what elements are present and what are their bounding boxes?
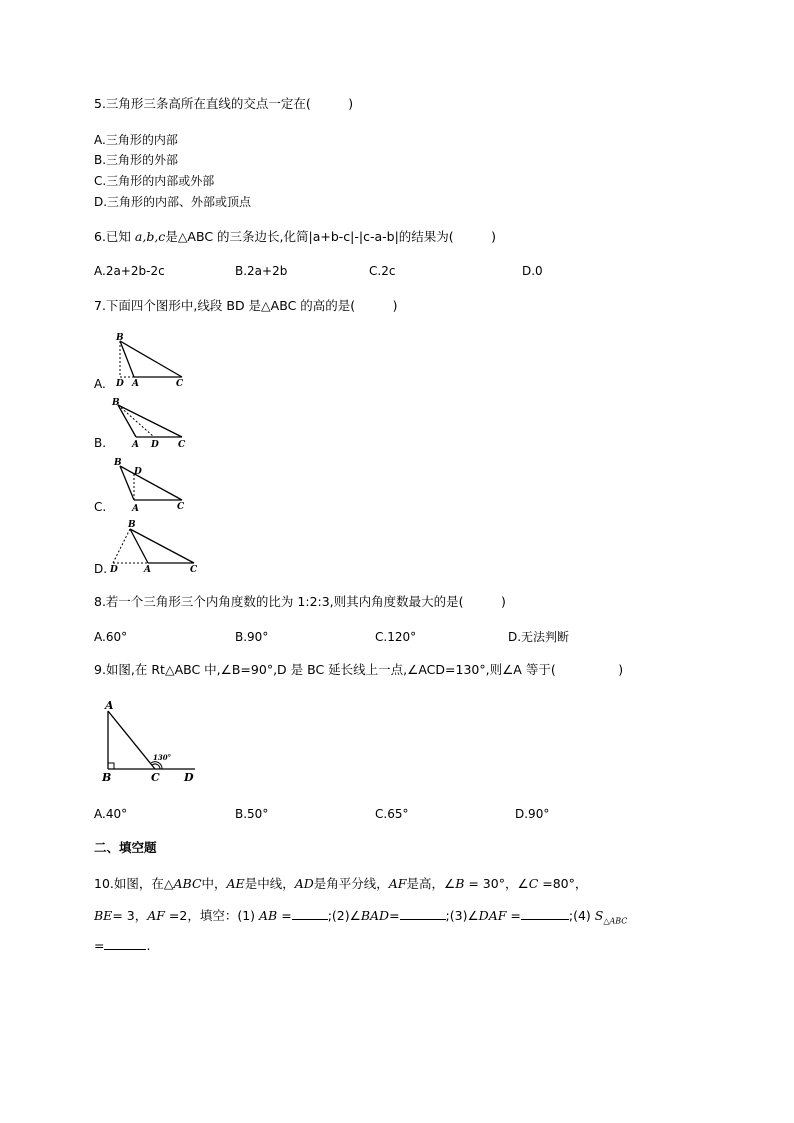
q6-option-a: A.2a+2b-2c <box>94 264 165 278</box>
q9-label-d: D <box>184 771 194 784</box>
q10-var-ae: AE <box>226 876 245 891</box>
q5-option-b: B.三角形的外部 <box>94 153 179 167</box>
q10-var-be: BE <box>94 908 113 923</box>
q10-line-3 <box>94 936 150 954</box>
q10-text-12: = <box>389 908 400 923</box>
q10-text-3: 是中线， <box>244 876 295 891</box>
q10-text-4: 是角平分线， <box>313 876 389 891</box>
q10-var-s: S <box>594 908 604 923</box>
q9-option-c: C.65° <box>375 807 409 821</box>
fig-a-label-a: A <box>132 379 139 389</box>
q5-option-d: D.三角形的内部、外部或顶点 <box>94 195 252 209</box>
q8-stem: 8.若一个三角形三个内角度数的比为 1:2:3,则其内角度数最大的是( ) <box>94 594 506 609</box>
q10-blank-4[interactable] <box>104 936 146 950</box>
q6-option-d: D.0 <box>522 264 543 278</box>
q6-option-b: B.2a+2b <box>235 264 288 278</box>
q9-option-a: A.40° <box>94 807 128 821</box>
q10-text-13: ;(3)∠ <box>445 908 479 923</box>
q10-line-2 <box>94 906 627 930</box>
q10-text-11: ;(2)∠ <box>327 908 361 923</box>
fig-a-label-d: D <box>116 379 124 389</box>
q9-figure <box>98 697 213 787</box>
fig-c-label-a: A <box>132 504 139 514</box>
q9-option-b: B.50° <box>235 807 269 821</box>
q6-option-c: C.2c <box>369 264 396 278</box>
section-2-heading: 二、填空题 <box>94 840 157 855</box>
q10-var-af: AF <box>388 876 407 891</box>
q7-figure-c <box>110 456 200 514</box>
q10-var-b: B <box>455 876 465 891</box>
q9-label-a: A <box>105 699 114 712</box>
q8-option-c: C.120° <box>375 630 417 644</box>
q7-figure-b <box>110 395 200 449</box>
q8-option-b: B.90° <box>235 630 269 644</box>
q10-text-6: = 30°，∠ <box>464 876 529 891</box>
q5-option-a: A.三角形的内部 <box>94 133 178 147</box>
q10-text-9: =2，填空：(1) <box>164 908 260 923</box>
q10-blank-2[interactable] <box>400 906 446 920</box>
q6-stem <box>94 229 496 245</box>
q7-figure-d <box>110 516 210 574</box>
q10-var-c: C <box>528 876 539 891</box>
q6-stem-post: 是△ABC 的三条边长,化简|a+b-c|-|c-a-b|的结果为( ) <box>165 229 497 244</box>
q7-option-d-label: D. <box>94 562 108 576</box>
q10-text-14: = <box>506 908 521 923</box>
fig-d-label-d: D <box>110 565 118 575</box>
fig-d-label-b: B <box>128 520 136 530</box>
fig-d-label-c: C <box>190 565 198 575</box>
q10-var-ab: AB <box>259 908 278 923</box>
q7-option-a-label: A. <box>94 377 106 391</box>
q10-blank-1[interactable] <box>292 906 328 920</box>
q10-blank-3[interactable] <box>521 906 569 920</box>
q10-var-s-subscript: △ABC <box>603 916 628 926</box>
q7-option-b-label: B. <box>94 436 107 450</box>
fig-c-label-c: C <box>177 502 185 512</box>
q6-stem-pre: 6.已知 <box>94 229 135 244</box>
q10-line-1 <box>94 876 587 892</box>
q8-option-a: A.60° <box>94 630 128 644</box>
q10-var-ad: AD <box>294 876 314 891</box>
fig-c-label-d: D <box>134 467 142 477</box>
q10-var-daf: DAF <box>478 908 507 923</box>
q9-stem: 9.如图,在 Rt△ABC 中,∠B=90°,D 是 BC 延长线上一点,∠ACD=130°,则∠A 等于( ) <box>94 662 624 677</box>
q9-label-b: B <box>102 771 112 784</box>
q10-var-af-2: AF <box>147 908 165 923</box>
q9-label-c: C <box>151 771 160 784</box>
q9-angle-label: 130° <box>153 753 172 762</box>
q10-var-abc: ABC <box>173 876 202 891</box>
q8-option-d: D.无法判断 <box>508 630 570 644</box>
q10-text-dot: . <box>146 938 151 953</box>
q7-option-c-label: C. <box>94 500 107 514</box>
q5-option-c: C.三角形的内部或外部 <box>94 174 215 188</box>
q6-vars: a,b,c <box>134 229 166 244</box>
q9-option-d: D.90° <box>515 807 550 821</box>
q10-text-15: ;(4) <box>568 908 595 923</box>
q5-stem: 5.三角形三条高所在直线的交点一定在( ) <box>94 96 354 111</box>
fig-b-label-c: C <box>178 440 186 450</box>
fig-b-label-b: B <box>112 398 120 408</box>
q10-text-10: = <box>277 908 292 923</box>
q10-var-bad: BAD <box>360 908 390 923</box>
fig-d-label-a: A <box>144 565 151 575</box>
q10-text-8: = 3， <box>112 908 148 923</box>
fig-b-label-d: D <box>151 440 159 450</box>
fig-a-label-c: C <box>176 379 184 389</box>
q10-text-1: 10.如图，在△ <box>94 876 174 891</box>
q7-stem: 7.下面四个图形中,线段 BD 是△ABC 的高的是( ) <box>94 298 398 313</box>
q7-figure-a <box>110 333 200 387</box>
q10-text-2: 中， <box>201 876 227 891</box>
fig-b-label-a: A <box>132 440 139 450</box>
fig-a-label-b: B <box>116 333 124 343</box>
q10-text-7: =80°， <box>538 876 588 891</box>
q10-text-5: 是高，∠ <box>406 876 456 891</box>
fig-c-label-b: B <box>114 458 122 468</box>
q10-text-eq: = <box>94 938 105 953</box>
